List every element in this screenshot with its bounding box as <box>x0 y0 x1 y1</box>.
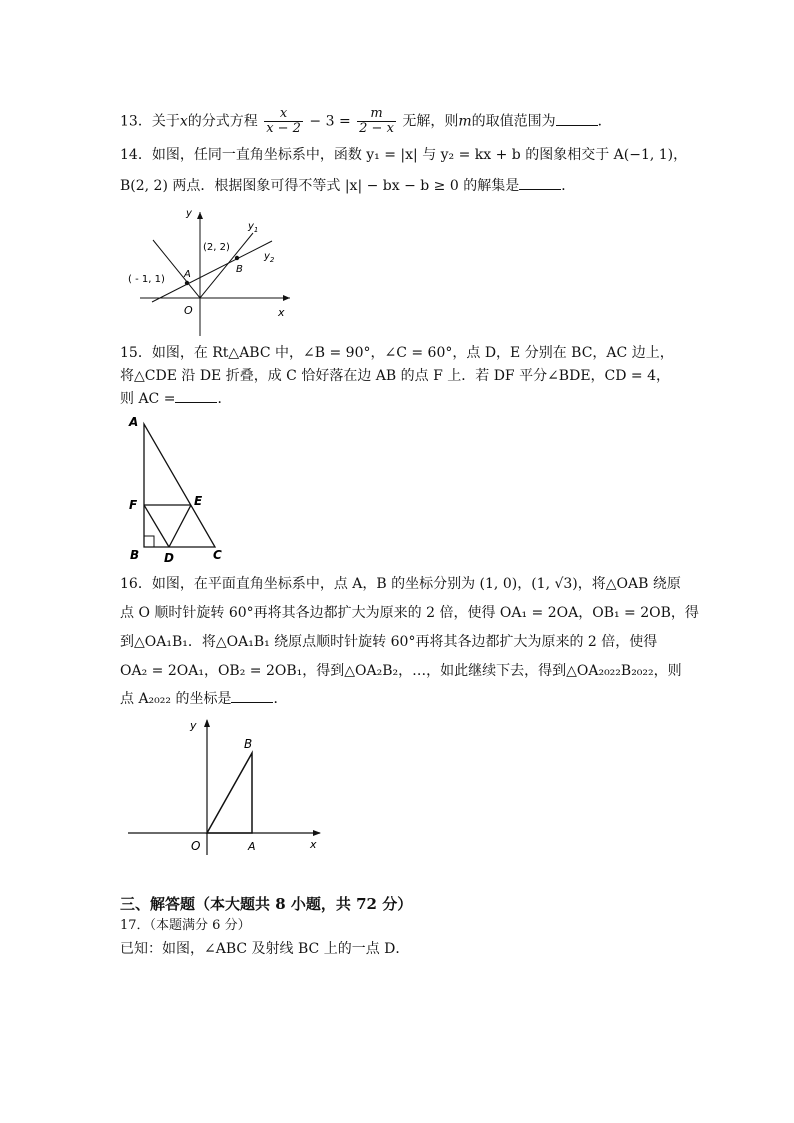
q14-label-o: O <box>184 304 193 317</box>
q14-line-1: 14．如图，任同一直角坐标系中，函数 y₁ = |x| 与 y₂ = kx + b 的图象相交于 A(−1, 1)， <box>120 147 688 163</box>
q16-label-y: y <box>190 719 197 732</box>
q13-frac2-den: 2 − x <box>359 121 394 136</box>
q13-frac1-num: x <box>279 106 288 121</box>
q14-point-b <box>235 256 239 260</box>
q13-text: 13．关于 <box>120 113 180 130</box>
q16-x-arrow-icon <box>313 830 321 836</box>
q15-line-1: 15．如图，在 Rt△ABC 中，∠B = 90°，∠C = 60°，点 D，E 分别在 BC，AC 边上， <box>120 345 674 361</box>
q16-triangle-oab <box>207 753 252 833</box>
q13-var-m: m <box>458 113 472 130</box>
q16-line-4: OA₂ = 2OA₁，OB₂ = 2OB₁，得到△OA₂B₂，…，如此继续下去，得到△OA₂₀₂₂B₂₀₂₂，则 <box>120 663 682 679</box>
q14-graph-figure <box>120 200 310 340</box>
q15-end: ． <box>217 391 232 407</box>
q15-answer-blank[interactable] <box>175 390 217 403</box>
q15-label-f: F <box>129 498 138 512</box>
q13-minus-three: − 3 = <box>309 113 351 130</box>
q13-answer-blank[interactable] <box>556 113 598 126</box>
q15-segment-fd <box>144 505 169 547</box>
q16-label-a: A <box>248 840 256 853</box>
q15-triangle-abc <box>144 424 215 547</box>
q16-line-1: 16．如图，在平面直角坐标系中，点 A，B 的坐标分别为 (1, 0)，(1, √3)，将△OAB 绕原 <box>120 576 681 592</box>
q14-x-arrow-icon <box>283 295 290 301</box>
section-3-heading: 三、解答题（本大题共 8 小题，共 72 分） <box>120 895 413 913</box>
q14-coord-b: (2, 2) <box>203 242 230 253</box>
q13-line <box>120 107 612 136</box>
q13-fraction-1 <box>264 107 303 136</box>
q13-var-x: x <box>179 113 188 130</box>
q13-text-3: 无解，则 <box>402 113 459 130</box>
q15-triangle-figure <box>120 412 240 564</box>
q14-end: ． <box>561 178 576 194</box>
q17-line-2: 已知：如图，∠ABC 及射线 BC 上的一点 D． <box>120 941 410 957</box>
q15-label-b: B <box>130 548 140 562</box>
q16-line-5 <box>120 690 287 708</box>
q15-line-3-text: 则 AC = <box>120 391 176 407</box>
q15-label-d: D <box>164 551 174 564</box>
q16-label-o: O <box>191 839 201 853</box>
q15-right-angle-mark <box>144 536 154 547</box>
q15-line-2: 将△CDE 沿 DE 折叠，成 C 恰好落在边 AB 的点 F 上．若 DF 平分∠BDE，CD = 4， <box>120 368 671 384</box>
q16-label-x: x <box>310 838 317 851</box>
q15-label-e: E <box>194 494 203 508</box>
q14-point-a <box>185 281 189 285</box>
q14-line-2-text: B(2, 2) 两点．根据图象可得不等式 |x| − bx − b ≥ 0 的解集是 <box>120 178 520 194</box>
q16-end: ． <box>273 691 288 707</box>
q14-label-y: y <box>186 208 192 219</box>
q15-line-3 <box>120 390 231 408</box>
q13-frac2-num: m <box>370 106 383 121</box>
q13-frac1-den: x − 2 <box>266 121 301 136</box>
q14-coord-a: ( - 1, 1) <box>128 274 165 285</box>
q16-y-arrow-icon <box>204 719 210 727</box>
q16-label-b: B <box>244 737 253 751</box>
q13-text-2: 的分式方程 <box>187 113 258 130</box>
q14-label-a: A <box>184 269 191 280</box>
q15-label-c: C <box>213 548 222 562</box>
q13-fraction-2 <box>357 107 396 136</box>
q14-label-y1: $y_1$ <box>248 221 259 234</box>
q14-label-b: B <box>236 264 243 275</box>
q16-coordinate-figure <box>120 712 335 857</box>
q16-answer-blank[interactable] <box>231 690 273 703</box>
q14-label-y2: $y_2$ <box>264 251 275 264</box>
q16-line-5-text: 点 A₂₀₂₂ 的坐标是 <box>120 691 232 707</box>
q15-label-a: A <box>129 415 139 429</box>
q17-line-1: 17．（本题满分 6 分） <box>120 918 251 933</box>
q14-y-arrow-icon <box>197 212 203 219</box>
q14-line-2 <box>120 177 575 195</box>
q13-text-4: 的取值范围为 <box>471 113 556 130</box>
q14-answer-blank[interactable] <box>519 177 561 190</box>
q13-end: ． <box>597 113 612 130</box>
q16-line-2: 点 O 顺时针旋转 60°再将其各边都扩大为原来的 2 倍，使得 OA₁ = 2OA，OB₁ = 2OB，得 <box>120 605 699 621</box>
q16-line-3: 到△OA₁B₁．将△OA₁B₁ 绕原点顺时针旋转 60°再将其各边都扩大为原来的 2 倍，使得 <box>120 634 658 650</box>
q14-label-x: x <box>278 306 285 319</box>
q15-segment-ed <box>169 505 191 547</box>
